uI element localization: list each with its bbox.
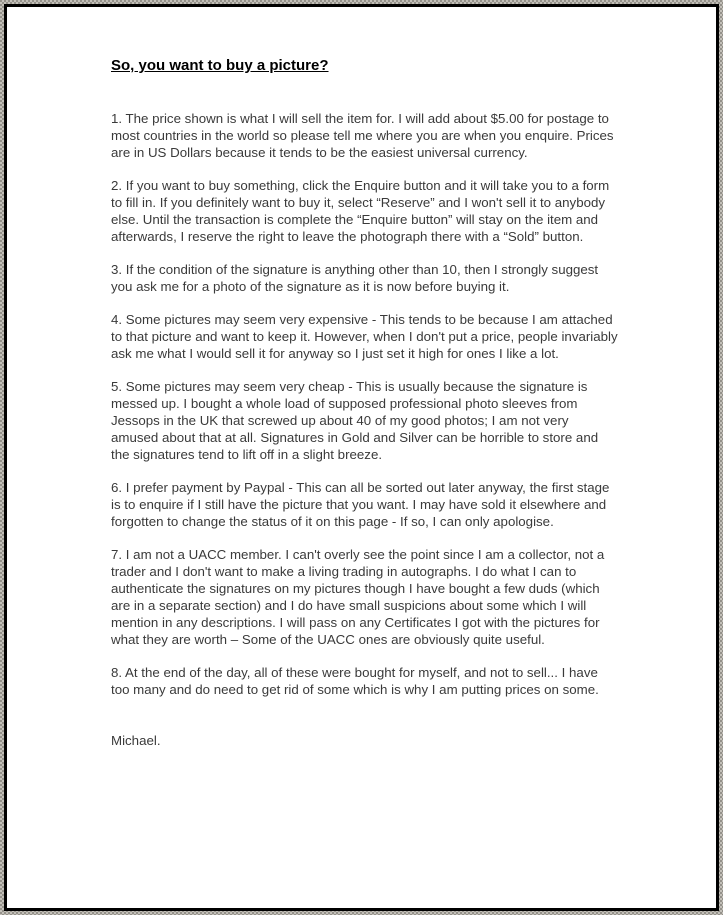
paragraph-5: 5. Some pictures may seem very cheap - This is usually because the signature is messed up. I bought a whole load of supposed professional photo sleeves from Jessops in the UK that screwed up about 40 of my good photos; I am not very amused about that at all. Signatures in Gold and Silver can be horrible to store and the signatures tend to lift off in a slight breeze. <box>111 379 599 462</box>
page-title: So, you want to buy a picture? <box>111 57 329 74</box>
paragraph-1: 1. The price shown is what I will sell the item for. I will add about $5.00 for postage to most countries in the world so please tell me where you are when you enquire. Prices are in US Dollars because it tends to be the easiest universal currency. <box>111 111 614 160</box>
paragraph-2: 2. If you want to buy something, click the Enquire button and it will take you to a form to fill in. If you definitely want to buy it, select “Reserve” and I won't sell it to anybody else. Until the transaction is complete the “Enquire button” will stay on the item and afterwards, I reserve the right to leave the photograph there with a “Sold” button. <box>111 178 610 244</box>
paragraph-4: 4. Some pictures may seem very expensive - This tends to be because I am attached to that picture and want to keep it. However, when I don't put a price, people invariably ask me what I would sell it for anyway so I just set it high for ones I like a lot. <box>111 312 618 361</box>
document-body <box>7 7 716 749</box>
paragraph-7: 7. I am not a UACC member. I can't overly see the point since I am a collector, not a trader and I don't want to make a living trading in autographs. I do what I can to authenticate the signatures on my pictures though I have bought a few duds (which are in a separate section) and I do have small suspicions about some which I will mention in any descriptions. I will pass on any Certificates I got with the pictures for what they are worth – Some of the UACC ones are obviously quite useful. <box>111 547 605 647</box>
page-frame <box>4 4 719 911</box>
paragraph-6: 6. I prefer payment by Paypal - This can all be sorted out later anyway, the first stage is to enquire if I still have the picture that you want. I may have sold it elsewhere and forgotten to change the status of it on this page - If so, I can only apologise. <box>111 480 610 529</box>
paragraph-3: 3. If the condition of the signature is anything other than 10, then I strongly suggest you ask me for a photo of the signature as it is now before buying it. <box>111 262 599 294</box>
paragraph-8: 8. At the end of the day, all of these were bought for myself, and not to sell... I have too many and do need to get rid of some which is why I am putting prices on some. <box>111 665 599 697</box>
signature: Michael. <box>111 733 161 748</box>
